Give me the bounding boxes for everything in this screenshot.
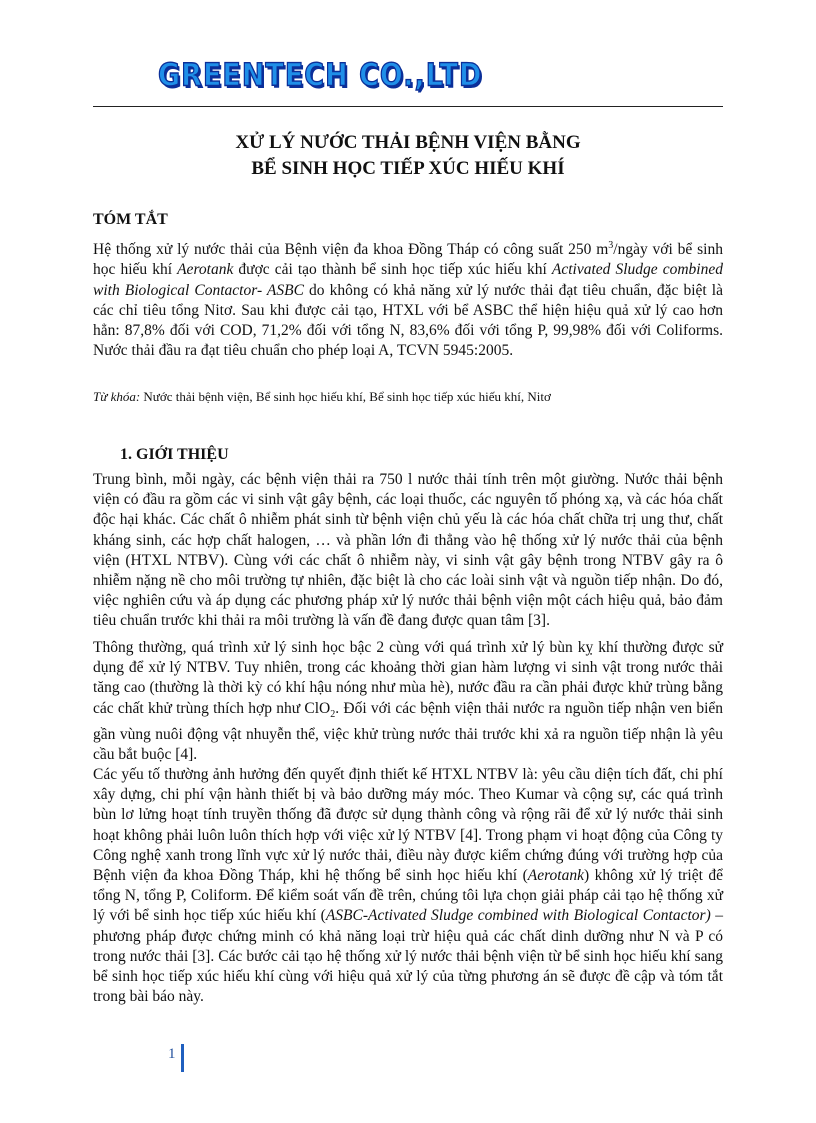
body-paragraph-1: Trung bình, mỗi ngày, các bệnh viện thải ra 750 l nước thải tính trên một giường. Nước thải bệnh viện có đầu ra gồm các vi sinh vật gây bệnh, các loại thuốc, các nguyên tố phóng xạ, và các hóa chất độc hại khác. Các chất ô nhiễm phát sinh từ bệnh viện chủ yếu là các hóa chất chữa trị ung thư, chất kháng sinh, các hợp chất halogen, … và phần lớn đi thẳng vào hệ thống xử lý nước thải của bệnh viện (HTXL NTBV). Cùng với các chất ô nhiễm này, vi sinh vật gây bệnh trong NTBV gây ra ô nhiễm nặng nề cho môi trường tự nhiên, đặc biệt là cho các loài sinh vật và nguồn tiếp nhận. Do đó, việc nghiên cứu và áp dụng các phương pháp xử lý nước thải bệnh viện một cách hiệu quả, bảo đảm tiêu chuẩn trước khi thải ra môi trường là vấn đề đang được quan tâm [3]. — [93, 471, 723, 630]
abstract-text-part: /ngày với bể sinh học hiếu khí — [93, 241, 723, 279]
company-logo: GREENTECH CO.,LTD — [158, 58, 483, 94]
body-paragraph-2 — [93, 638, 723, 765]
abstract-text — [93, 236, 723, 361]
abstract-text-part: được cải tạo thành bể sinh học tiếp xúc hiếu khí — [233, 261, 552, 279]
header-divider — [93, 106, 723, 107]
body-paragraph-3 — [93, 765, 723, 1007]
paragraph-text: Thông thường, quá trình xử lý sinh học bậc 2 cùng với quá trình xử lý bùn kỵ khí thường được sử dụng để xử lý NTBV. Tuy nhiên, trong các khoảng thời gian hàm lượng vi sinh vật trong nước thải tăng cao (thường là thời kỳ có khí hậu nóng như mùa hè), nước đầu ra cần phải được khử trùng bằng các chất khử trùng thích hợp như ClO — [93, 639, 723, 717]
paragraph-text: ) không xử lý triệt để tổng N, tổng P, Coliform. Để kiểm soát vấn đề trên, chúng tôi lựa chọn giải pháp cải tạo hệ thống xử lý với bể sinh học tiếp xúc hiếu khí ( — [93, 867, 723, 925]
paper-title — [93, 130, 723, 182]
title-line-2: BỂ SINH HỌC TIẾP XÚC HIẾU KHÍ — [251, 158, 565, 179]
paragraph-term: Aerotank — [527, 867, 584, 885]
abstract-term: Aerotank — [177, 261, 234, 279]
page-number: 1 — [168, 1046, 176, 1062]
abstract-text-part: do không có khả năng xử lý nước thải đạt tiêu chuẩn, đặc biệt là các chỉ tiêu tổng Nitơ. Sau khi được cải tạo, HTXL với bể ASBC thể hiện hiệu quả xử lý cao hơn hẳn: 87,8% đối với COD, 71,2% đối với tổng N, 83,6% đối với tổng P, 99,98% đối với Coliforms. Nước thải đầu ra đạt tiêu chuẩn cho phép loại A, TCVN 5945:2005. — [93, 281, 723, 360]
paragraph-text: . Đối với các bệnh viện thải nước ra nguồn tiếp nhận ven biển gần vùng nuôi động vật nhuyễn thể, việc khử trùng nước thải trước khi xả ra nguồn tiếp nhận là yêu cầu bắt buộc [4]. — [93, 699, 724, 764]
title-line-1: XỬ LÝ NƯỚC THẢI BỆNH VIỆN BẰNG — [235, 132, 581, 153]
section-heading: 1. GIỚI THIỆU — [120, 446, 229, 463]
abstract-term: Activated Sludge combined with Biological Contactor- ASBC — [93, 261, 723, 299]
keywords-label: Từ khóa: — [93, 389, 141, 404]
keywords — [93, 388, 723, 406]
abstract-heading: TÓM TẮT — [93, 211, 168, 228]
paragraph-text: Các yếu tố thường ảnh hưởng đến quyết định thiết kế HTXL NTBV là: yêu cầu diện tích đất, chi phí xây dựng, chi phí vận hành thiết bị và bảo dưỡng máy móc. Theo Kumar và cộng sự, các quá trình bùn lơ lửng hoạt tính truyền thống đã được sử dụng thành công và rộng rãi để xử lý nước thải sinh hoạt không phải luôn luôn thích hợp với việc xử lý NTBV [4]. Trong phạm vi hoạt động của Công ty Công nghệ xanh trong lĩnh vực xử lý nước thải, điều này được kiểm chứng đúng với trường hợp của Bệnh viện đa khoa Đồng Tháp, khi hệ thống bể sinh học hiếu khí ( — [93, 766, 723, 885]
paragraph-text: – phương pháp được chứng minh có khả năng loại trừ hiệu quả các chất dinh dưỡng như N và P có trong nước thải [3]. Các bước cải tạo hệ thống xử lý nước thải bệnh viện từ bể sinh học hiếu khí sang bể sinh học tiếp xúc hiếu khí cùng với hiệu quả xử lý của từng phương án sẽ được đề cập và tóm tắt trong bài báo này. — [93, 907, 723, 1006]
unit-superscript: 3 — [608, 240, 614, 251]
keywords-text: Nước thải bệnh viện, Bể sinh học hiếu khí, Bể sinh học tiếp xúc hiếu khí, Nitơ — [140, 389, 551, 404]
abstract-text-part: Hệ thống xử lý nước thải của Bệnh viện đa khoa Đồng Tháp có công suất 250 m — [93, 241, 609, 259]
page-number-bar — [181, 1044, 184, 1072]
paragraph-term: ASBC-Activated Sludge combined with Biological Contactor) — [325, 907, 711, 925]
chemical-subscript: 2 — [330, 708, 336, 720]
